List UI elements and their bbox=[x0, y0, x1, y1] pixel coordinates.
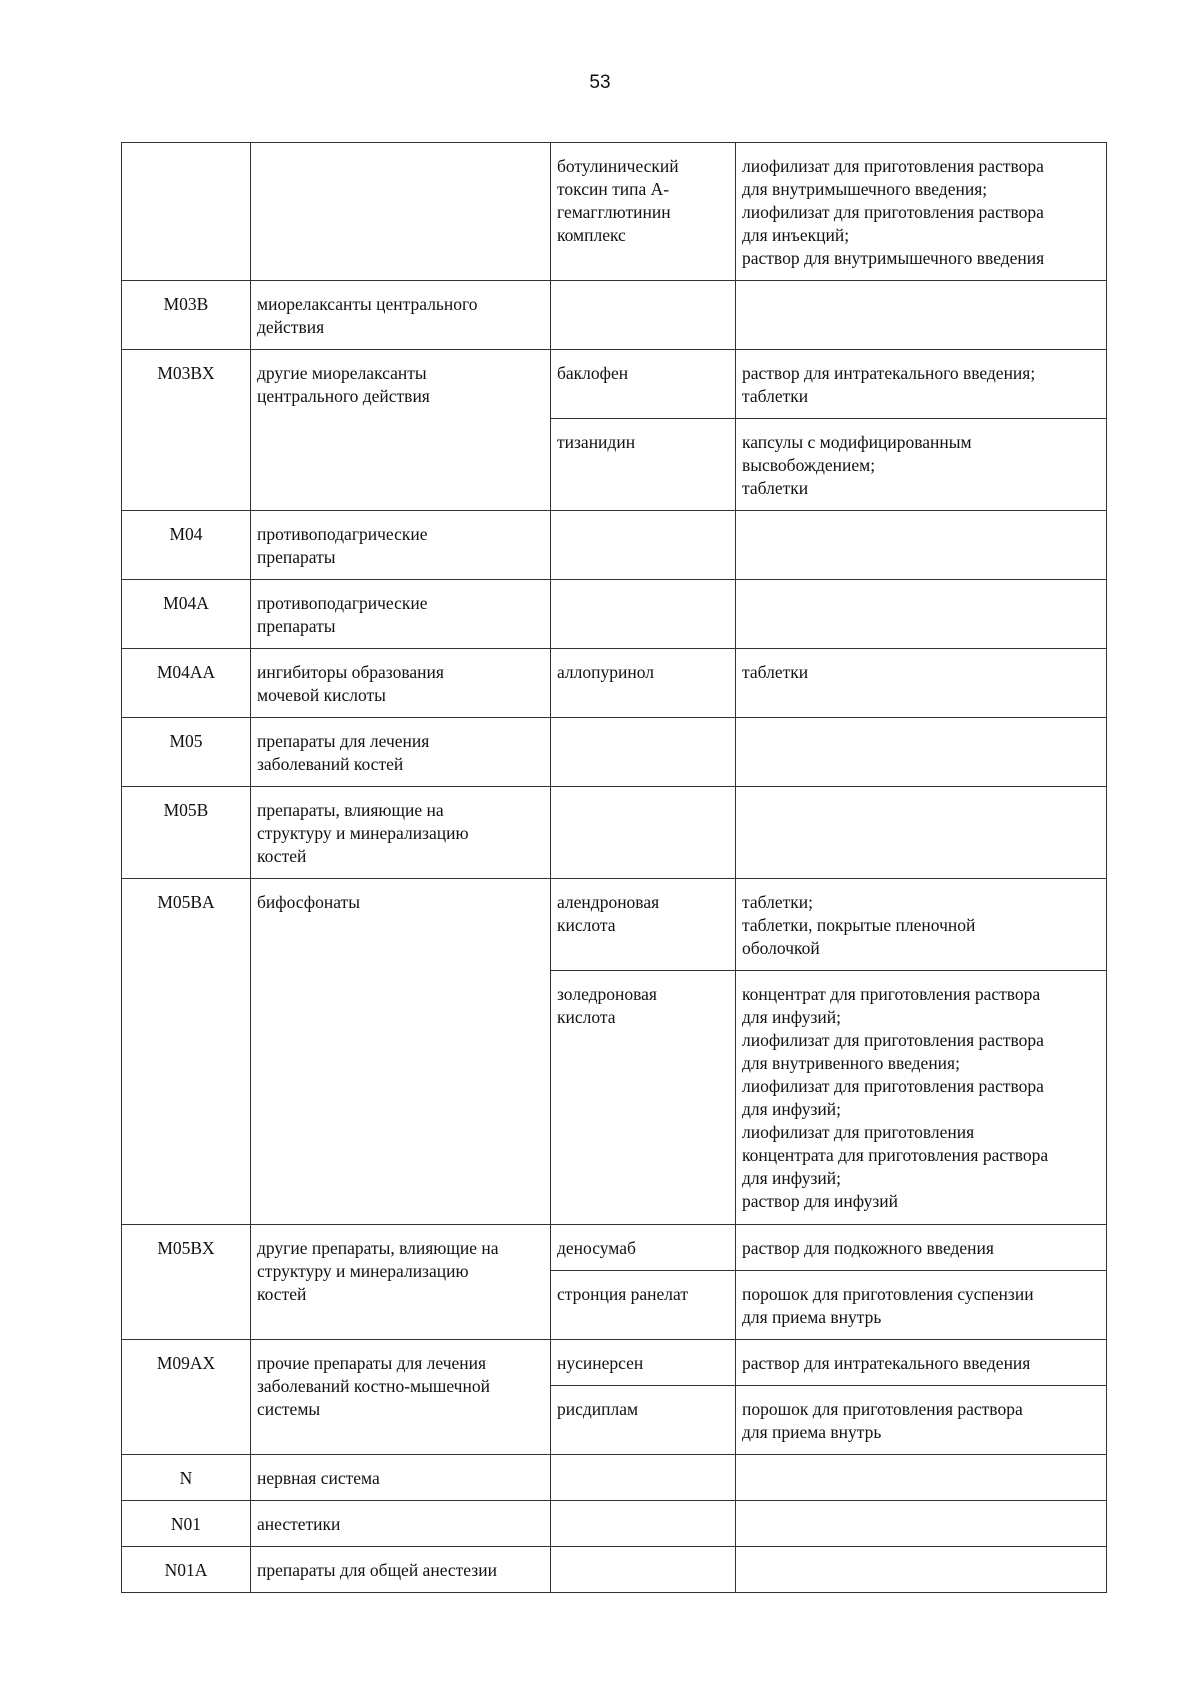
drug-name-cell: баклофен bbox=[551, 350, 736, 419]
atc-code-cell: M04AA bbox=[122, 649, 251, 718]
atc-code-cell: M04A bbox=[122, 580, 251, 649]
atc-code-cell: M09AX bbox=[122, 1340, 251, 1455]
drug-name-cell: деносумаб bbox=[551, 1225, 736, 1271]
dosage-form-cell bbox=[736, 787, 1107, 879]
dosage-form-cell bbox=[736, 281, 1107, 350]
drug-name-cell bbox=[551, 1547, 736, 1593]
drug-name-cell bbox=[551, 1455, 736, 1501]
dosage-form-cell: раствор для подкожного введения bbox=[736, 1225, 1107, 1271]
group-name-cell: бифосфонаты bbox=[251, 879, 551, 1225]
table-row bbox=[122, 1501, 1107, 1547]
drug-name-cell bbox=[551, 787, 736, 879]
dosage-form-cell bbox=[736, 1547, 1107, 1593]
dosage-form-cell: порошок для приготовления суспензии для приема внутрь bbox=[736, 1271, 1107, 1340]
dosage-form-cell: таблетки bbox=[736, 649, 1107, 718]
dosage-form-cell bbox=[736, 511, 1107, 580]
drug-name-cell bbox=[551, 718, 736, 787]
dosage-form-cell: таблетки; таблетки, покрытые пленочной оболочкой bbox=[736, 879, 1107, 971]
drug-name-cell bbox=[551, 281, 736, 350]
atc-code-cell: N01 bbox=[122, 1501, 251, 1547]
drug-name-cell: ботулинический токсин типа А- гемагглютинин комплекс bbox=[551, 143, 736, 281]
table-row bbox=[122, 879, 1107, 971]
drug-classification-table bbox=[121, 142, 1107, 1593]
group-name-cell: препараты для лечения заболеваний костей bbox=[251, 718, 551, 787]
dosage-form-cell: лиофилизат для приготовления раствора для внутримышечного введения; лиофилизат для приготовления раствора для инъекций; раствор для внутримышечного введения bbox=[736, 143, 1107, 281]
dosage-form-cell: раствор для интратекального введения bbox=[736, 1340, 1107, 1386]
drug-name-cell: рисдиплам bbox=[551, 1386, 736, 1455]
group-name-cell: противоподагрические препараты bbox=[251, 580, 551, 649]
atc-code-cell: M03B bbox=[122, 281, 251, 350]
atc-code-cell: N bbox=[122, 1455, 251, 1501]
group-name-cell: нервная система bbox=[251, 1455, 551, 1501]
group-name-cell: другие миорелаксанты центрального действия bbox=[251, 350, 551, 511]
table-row bbox=[122, 1340, 1107, 1386]
drug-name-cell bbox=[551, 580, 736, 649]
atc-code-cell: M03BX bbox=[122, 350, 251, 511]
table-row bbox=[122, 143, 1107, 281]
dosage-form-cell: концентрат для приготовления раствора для инфузий; лиофилизат для приготовления раствора для внутривенного введения; лиофилизат для приготовления раствора для инфузий; лиофилизат для приготовления концентрата для приготовления раствора для инфузий; раствор для инфузий bbox=[736, 971, 1107, 1225]
atc-code-cell: M05B bbox=[122, 787, 251, 879]
dosage-form-cell bbox=[736, 718, 1107, 787]
dosage-form-cell bbox=[736, 1501, 1107, 1547]
drug-name-cell: стронция ранелат bbox=[551, 1271, 736, 1340]
dosage-form-cell: раствор для интратекального введения; таблетки bbox=[736, 350, 1107, 419]
drug-name-cell: алендроновая кислота bbox=[551, 879, 736, 971]
dosage-form-cell: порошок для приготовления раствора для приема внутрь bbox=[736, 1386, 1107, 1455]
table-row bbox=[122, 718, 1107, 787]
drug-name-cell: нусинерсен bbox=[551, 1340, 736, 1386]
dosage-form-cell bbox=[736, 580, 1107, 649]
table-row bbox=[122, 649, 1107, 718]
table-row bbox=[122, 511, 1107, 580]
table-row bbox=[122, 281, 1107, 350]
group-name-cell bbox=[251, 143, 551, 281]
table-row bbox=[122, 350, 1107, 419]
atc-code-cell bbox=[122, 143, 251, 281]
group-name-cell: препараты, влияющие на структуру и минерализацию костей bbox=[251, 787, 551, 879]
group-name-cell: прочие препараты для лечения заболеваний костно-мышечной системы bbox=[251, 1340, 551, 1455]
table-row bbox=[122, 1225, 1107, 1271]
drug-name-cell: золедроновая кислота bbox=[551, 971, 736, 1225]
dosage-form-cell bbox=[736, 1455, 1107, 1501]
table-row bbox=[122, 1455, 1107, 1501]
atc-code-cell: N01A bbox=[122, 1547, 251, 1593]
group-name-cell: противоподагрические препараты bbox=[251, 511, 551, 580]
dosage-form-cell: капсулы с модифицированным высвобождением; таблетки bbox=[736, 419, 1107, 511]
page-number: 53 bbox=[589, 72, 611, 93]
drug-name-cell: тизанидин bbox=[551, 419, 736, 511]
drug-name-cell: аллопуринол bbox=[551, 649, 736, 718]
group-name-cell: миорелаксанты центрального действия bbox=[251, 281, 551, 350]
atc-code-cell: M04 bbox=[122, 511, 251, 580]
drug-name-cell bbox=[551, 511, 736, 580]
atc-code-cell: M05 bbox=[122, 718, 251, 787]
table-row bbox=[122, 787, 1107, 879]
atc-code-cell: M05BX bbox=[122, 1225, 251, 1340]
group-name-cell: препараты для общей анестезии bbox=[251, 1547, 551, 1593]
atc-code-cell: M05BA bbox=[122, 879, 251, 1225]
group-name-cell: другие препараты, влияющие на структуру и минерализацию костей bbox=[251, 1225, 551, 1340]
group-name-cell: ингибиторы образования мочевой кислоты bbox=[251, 649, 551, 718]
table-row bbox=[122, 580, 1107, 649]
group-name-cell: анестетики bbox=[251, 1501, 551, 1547]
drug-name-cell bbox=[551, 1501, 736, 1547]
table-row bbox=[122, 1547, 1107, 1593]
